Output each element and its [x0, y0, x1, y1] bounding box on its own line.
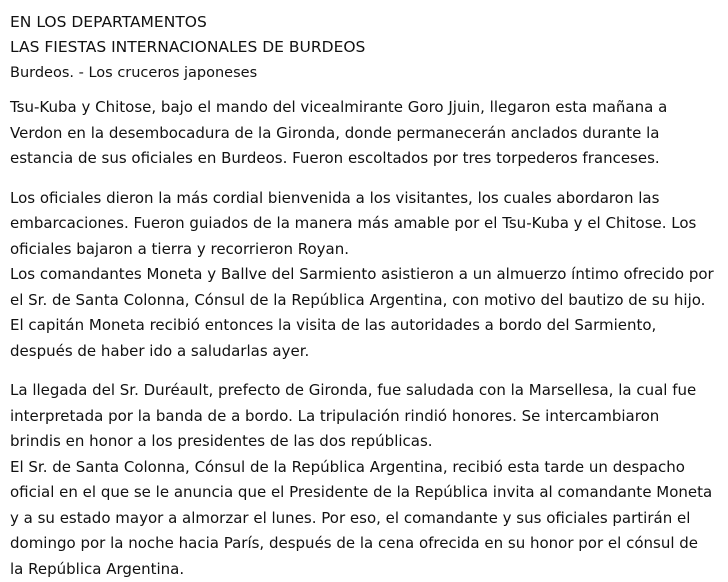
paragraph: Los comandantes Moneta y Ballve del Sarmiento asistieron a un almuerzo íntimo ofrecido por el Sr. de Santa Colonna, Cónsul de la República Argentina, con motivo del bautizo de su hijo. [10, 262, 714, 313]
paragraph: La llegada del Sr. Duréault, prefecto de Gironda, fue saludada con la Marsellesa, la cual fue interpretada por la banda de a bordo. La tripulación rindió honores. Se intercambiaron brindis en honor a los presidentes de las dos repúblicas. [10, 378, 714, 455]
paragraph: Tsu-Kuba y Chitose, bajo el mando del vicealmirante Goro Jjuin, llegaron esta mañana a Verdon en la desembocadura de la Gironda, donde permanecerán anclados durante la estancia de sus oficiales en Burdeos. Fueron escoltados por tres torpederos franceses. [10, 95, 714, 172]
section-heading: EN LOS DEPARTAMENTOS [10, 10, 714, 35]
article-headline: LAS FIESTAS INTERNACIONALES DE BURDEOS [10, 35, 714, 60]
dateline: Burdeos. - Los cruceros japoneses [10, 60, 714, 86]
spacer [10, 364, 714, 378]
paragraph: El capitán Moneta recibió entonces la visita de las autoridades a bordo del Sarmiento, después de haber ido a saludarlas ayer. [10, 313, 714, 364]
paragraph: Los oficiales dieron la más cordial bienvenida a los visitantes, los cuales abordaron las embarcaciones. Fueron guiados de la manera más amable por el Tsu-Kuba y el Chitose. Los oficiales bajaron a tierra y recorrieron Royan. [10, 186, 714, 263]
spacer [10, 172, 714, 186]
spacer [10, 86, 714, 95]
paragraph: El Sr. de Santa Colonna, Cónsul de la República Argentina, recibió esta tarde un despacho oficial en el que se le anuncia que el Presidente de la República invita al comandante Moneta y a su estado mayor a almorzar el lunes. Por eso, el comandante y sus oficiales partirán el domingo por la noche hacia París, después de la cena ofrecida en su honor por el cónsul de la República Argentina. [10, 455, 714, 582]
